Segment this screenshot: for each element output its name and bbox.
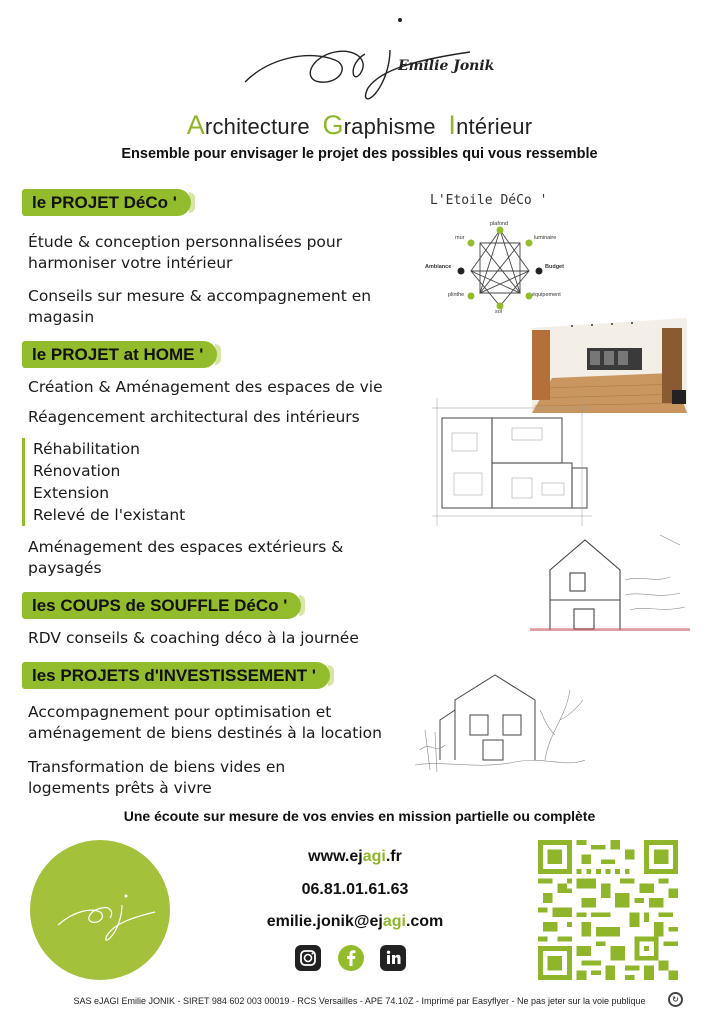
etoile-label: équipement: [532, 292, 561, 298]
text-line: Accompagnement pour optimisation et: [28, 703, 332, 721]
etoile-label: mur: [455, 235, 465, 241]
text-line: Transformation de biens vides en: [28, 758, 286, 776]
text-line: Réagencement architectural des intérieurs: [28, 408, 360, 426]
logo-name: Emilie Jonik: [398, 58, 495, 74]
project-type-list: [22, 438, 185, 526]
section-drawing-illustration: [530, 525, 690, 640]
text-line: logements prêts à vivre: [28, 779, 212, 797]
brand-word-graphisme: raphisme: [343, 114, 436, 139]
qr-code[interactable]: [538, 840, 678, 980]
brand-cap-i: I: [448, 110, 457, 140]
etoile-label: Budget: [545, 264, 564, 270]
section-title-projet-deco: le PROJET DéCo ': [22, 189, 191, 216]
email-highlight: agi: [382, 913, 406, 930]
brand-word-architecture: rchitecture: [204, 114, 310, 139]
etoile-label: plafond: [490, 221, 509, 227]
text-line: aménagement de biens destinés à la location: [28, 724, 382, 742]
text-line: Aménagement des espaces extérieurs &: [28, 538, 344, 556]
list-item: Rénovation: [33, 462, 121, 480]
text-line: harmoniser votre intérieur: [28, 254, 233, 272]
website-suffix: .fr: [385, 848, 402, 865]
ej-circle-logo: [30, 840, 170, 980]
email-link[interactable]: [220, 913, 490, 931]
section-title-coups-souffle: les COUPS de SOUFFLE DéCo ': [22, 592, 301, 619]
facebook-icon[interactable]: [338, 945, 364, 971]
etoile-label: luminaire: [534, 235, 557, 241]
etoile-label: sol: [495, 309, 503, 315]
legal-footer: SAS eJAGI Emilie JONIK - SIRET 984 602 003 00019 - RCS Versailles - APE 74.10Z - Imprimé par Easyflyer - Ne pas jeter sur la voie publique: [73, 996, 646, 1006]
website-prefix: www.ej: [308, 848, 363, 865]
list-item: Réhabilitation: [33, 440, 140, 458]
etoile-label: Ambiance: [425, 264, 452, 270]
section-title-projet-home: le PROJET at HOME ': [22, 341, 217, 368]
list-item: Extension: [33, 484, 110, 502]
website-highlight: agi: [362, 848, 386, 865]
brand-cap-a: A: [186, 110, 205, 140]
ej-monogram-icon: [30, 840, 170, 980]
text-line: Création & Aménagement des espaces de vie: [28, 378, 383, 396]
instagram-icon[interactable]: [295, 945, 321, 971]
etoile-star-diagram: [445, 218, 555, 318]
text-line: RDV conseils & coaching déco à la journée: [28, 629, 359, 647]
list-item: Relevé de l'existant: [33, 506, 186, 524]
house-sketch-illustration: [415, 660, 585, 780]
tagline: Ensemble pour envisager le projet des possibles qui vous ressemble: [121, 146, 598, 162]
email-suffix: .com: [405, 913, 444, 930]
floor-plan-illustration: [432, 398, 592, 526]
text-line: Étude & conception personnalisées pour: [28, 233, 343, 251]
etoile-title: L'Etoile DéCo ': [430, 193, 548, 208]
etoile-label: plinthe: [448, 292, 465, 298]
linkedin-icon[interactable]: [380, 945, 406, 971]
recycle-icon: ↻: [668, 992, 683, 1007]
website-link[interactable]: [220, 848, 490, 866]
text-line: Conseils sur mesure & accompagnement en: [28, 287, 372, 305]
brand-word-interieur: ntérieur: [456, 114, 533, 139]
text-line: paysagés: [28, 559, 102, 577]
text-line: magasin: [28, 308, 95, 326]
brand-cap-g: G: [322, 110, 344, 140]
section-title-projets-investissement: les PROJETS d'INVESTISSEMENT ': [22, 662, 330, 689]
phone-number[interactable]: 06.81.01.61.63: [301, 881, 409, 898]
email-prefix: emilie.jonik@ej: [266, 913, 383, 930]
closing-statement: Une écoute sur mesure de vos envies en mission partielle ou complète: [123, 808, 596, 824]
brand-title: [0, 110, 719, 141]
